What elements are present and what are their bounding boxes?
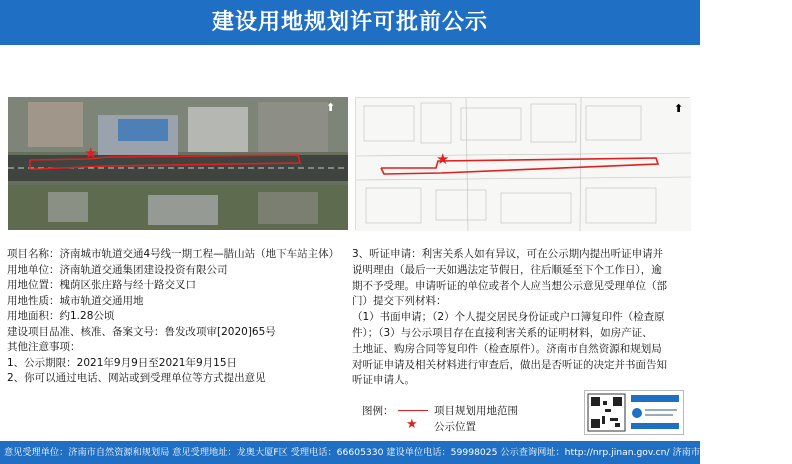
satellite-map	[8, 97, 348, 230]
legend-title: 图例：	[362, 405, 394, 417]
footer-bar: 意见受理单位：济南市自然资源和规划局 意见受理地址：龙奥大厦F区 受理电话：66605330 建设单位电话：59998025 公示查询网址：http://nrp.jinan.gov.cn/ 济南市自然资源和规划局监制	[0, 441, 700, 464]
range-line-icon	[398, 410, 428, 411]
notice-line: 件）；（3）与公示项目存在直接利害关系的证明材料，如房产证、	[352, 326, 653, 339]
project-info	[7, 247, 347, 387]
land-location: 用地位置：槐荫区张庄路与经十路交叉口	[7, 279, 196, 291]
notice-line: （1）书面申请；（2）个人提交居民身份证或户口簿复印件（检查原	[352, 311, 665, 324]
notice-line: 期不予受理。申请听证的单位或者个人应当想公示意见受理单位（部	[352, 279, 667, 292]
page-title: 建设用地规划许可批前公示	[0, 0, 700, 45]
legend-position-label: 公示位置	[434, 421, 476, 433]
legend-range-label: 项目规划用地范围	[434, 405, 518, 417]
project-name: 项目名称：济南城市轨道交通4号线一期工程—腊山站（地下车站主体）	[7, 248, 340, 260]
planning-map	[355, 97, 690, 230]
notice-line: 对听证申请及相关材料进行审查后，做出是否听证的决定并书面告知	[352, 358, 667, 371]
star-icon: ★	[84, 144, 98, 162]
approval-number: 建设项目品准、核准、备案文号：鲁发改项审[2020]65号	[7, 325, 276, 338]
star-icon: ★	[406, 417, 418, 432]
north-arrow-icon: ⬆	[674, 102, 684, 115]
notice-period: 1、公示期限：2021年9月9日至2021年9月15日	[7, 356, 238, 369]
land-area: 用地面积：约1.28公顷	[7, 310, 115, 322]
notice-line: 听证申请人。	[352, 374, 415, 387]
notice-line: 说明理由（最后一天如遇法定节假日，往后顺延至下个工作日），逾	[352, 263, 662, 276]
hearing-notice	[352, 247, 692, 389]
north-arrow-icon: ⬆	[326, 101, 336, 114]
qr-code-panel	[584, 390, 684, 435]
land-nature: 用地性质：城市轨道交通用地	[7, 294, 144, 307]
other-notes-title: 其他注意事项：	[7, 341, 81, 353]
notice-line: 土地证、购房合同等复印件（检查原件）。济南市自然资源和规划局	[352, 342, 662, 355]
notice-line: 3、听证申请：利害关系人如有异议，可在公示期内提出听证申请并	[352, 248, 664, 260]
feedback-methods: 2、你可以通过电话、网站或到受理单位等方式提出意见	[7, 372, 266, 384]
star-icon: ★	[436, 150, 450, 168]
notice-line: 门）提交下列材料：	[352, 295, 447, 308]
land-unit: 用地单位：济南轨道交通集团建设投资有限公司	[7, 263, 228, 276]
